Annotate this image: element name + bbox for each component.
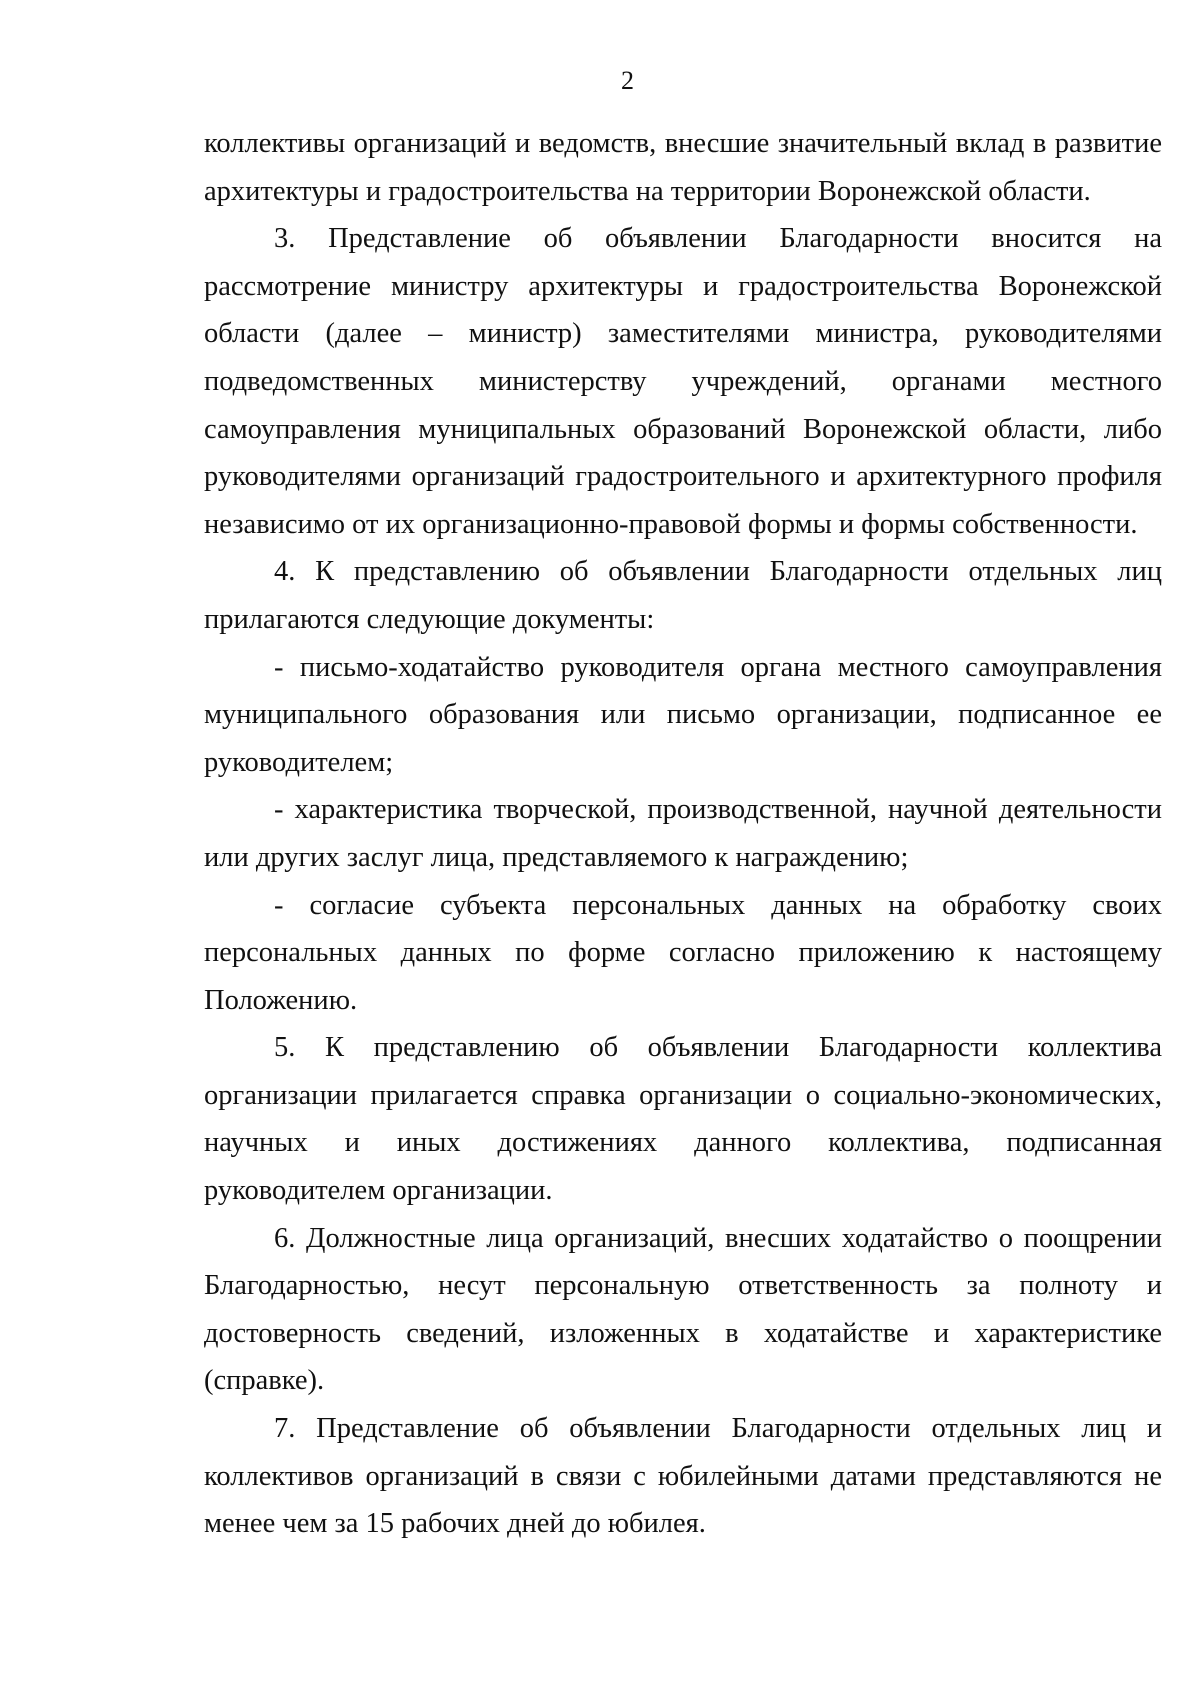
paragraph-list-item-characteristic: - характеристика творческой, производственной, научной деятельности или других заслуг лица, представляемого к награждению;: [204, 794, 1162, 873]
paragraph-list-item-letter: - письмо-ходатайство руководителя органа местного самоуправления муниципального образования или письмо организации, подписанное ее руководителем;: [204, 651, 1162, 778]
paragraph-item-5: 5. К представлению об объявлении Благодарности коллектива организации прилагается справка организации о социально-экономических, научных и иных достижениях данного коллектива, подписанная руководителем организации.: [204, 1032, 1162, 1207]
paragraph-list-item-consent: - согласие субъекта персональных данных на обработку своих персональных данных по форме согласно приложению к настоящему Положению.: [204, 889, 1162, 1016]
paragraph-item-4: 4. К представлению об объявлении Благодарности отдельных лиц прилагаются следующие документы:: [204, 556, 1162, 635]
paragraph-item-3: 3. Представление об объявлении Благодарности вносится на рассмотрение министру архитектуры и градостроительства Воронежской области (далее – министр) заместителями министра, руководителями подведомственных министерству учреждений, органами местного самоуправления муниципальных образований Воронежской области, либо руководителями организаций градостроительного и архитектурного профиля независимо от их организационно-правовой формы и формы собственности.: [204, 223, 1162, 540]
paragraph-continuation: коллективы организаций и ведомств, внесшие значительный вклад в развитие архитектуры и градостроительства на территории Воронежской области.: [204, 128, 1162, 207]
document-body: [204, 120, 1162, 1548]
page-number: 2: [621, 66, 634, 95]
paragraph-item-7: 7. Представление об объявлении Благодарности отдельных лиц и коллективов организаций в связи с юбилейными датами представляются не менее чем за 15 рабочих дней до юбилея.: [204, 1413, 1162, 1540]
paragraph-item-6: 6. Должностные лица организаций, внесших ходатайство о поощрении Благодарностью, несут персональную ответственность за полноту и достоверность сведений, изложенных в ходатайстве и характеристике (справке).: [204, 1222, 1162, 1397]
